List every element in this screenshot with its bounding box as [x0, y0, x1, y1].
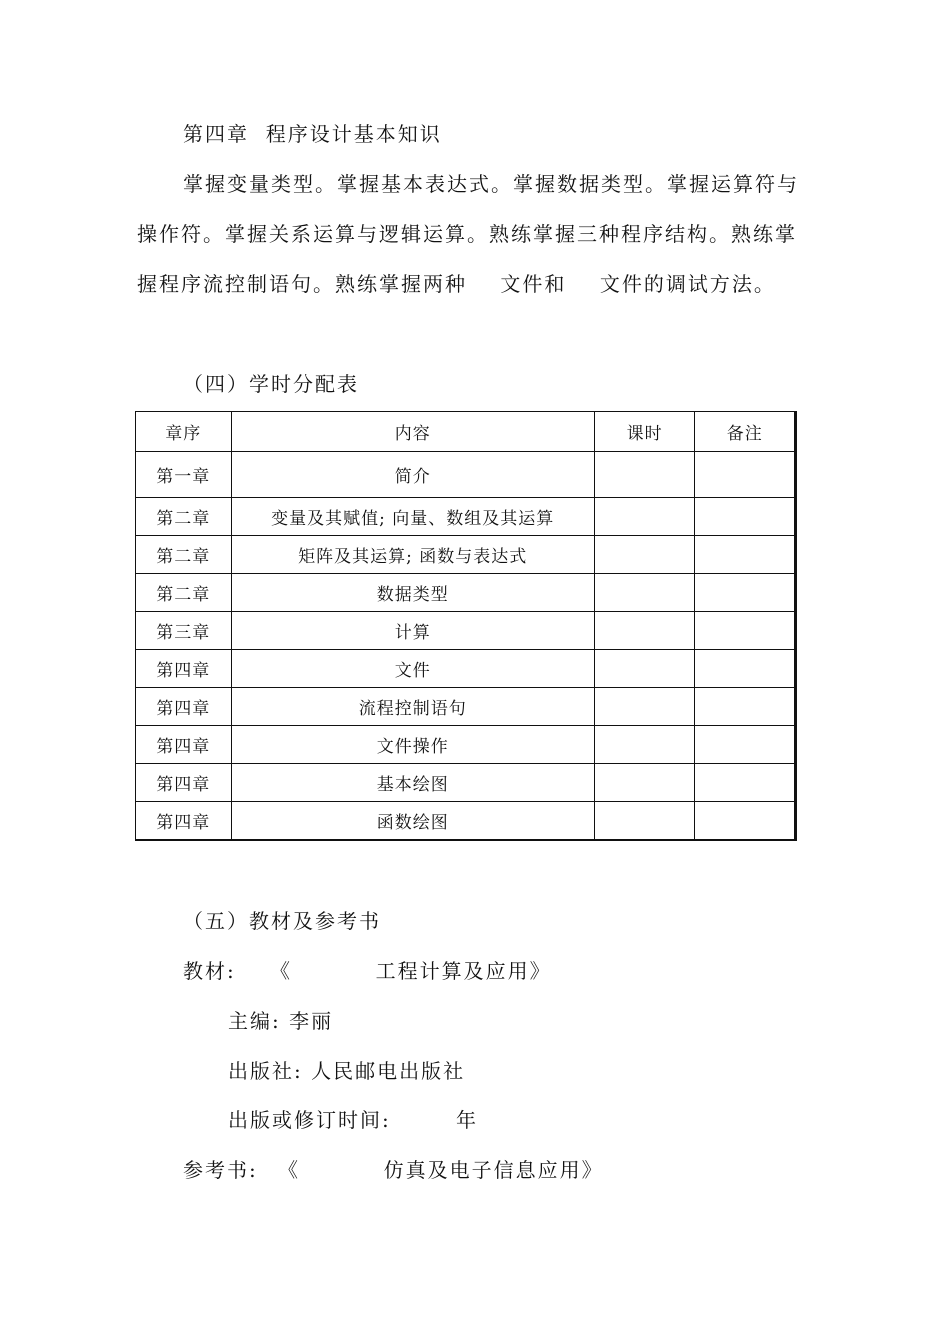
cell-hours [594, 726, 695, 764]
table-header-row [136, 412, 796, 452]
cell-hours [594, 574, 695, 612]
table-row [136, 764, 796, 802]
cell-content: 变量及其赋值; 向量、数组及其运算 [231, 498, 594, 536]
cell-content: 文件操作 [231, 726, 594, 764]
section-4-title: （四）学时分配表 [183, 372, 359, 396]
cell-notes [695, 452, 796, 498]
cell-notes [695, 574, 796, 612]
cell-hours [594, 688, 695, 726]
cell-content: 函数绘图 [231, 802, 594, 841]
cell-content: 基本绘图 [231, 764, 594, 802]
cell-content: 计算 [231, 612, 594, 650]
publication-time-label: 出版或修订时间: [228, 1108, 391, 1132]
cell-chapter: 第四章 [136, 688, 232, 726]
cell-notes [695, 802, 796, 841]
cell-chapter: 第二章 [136, 574, 232, 612]
cell-chapter: 第三章 [136, 612, 232, 650]
cell-notes [695, 498, 796, 536]
table-row [136, 612, 796, 650]
table-row [136, 726, 796, 764]
cell-hours [594, 452, 695, 498]
chapter-paragraph-line-3: 握程序流控制语句。熟练掌握两种 文件和 文件的调试方法。 [137, 272, 776, 296]
cell-hours [594, 764, 695, 802]
publication-year: 年 [456, 1108, 478, 1132]
cell-chapter: 第四章 [136, 802, 232, 841]
table-row [136, 650, 796, 688]
reference-title: 《 仿真及电子信息应用》 [278, 1158, 604, 1182]
cell-content: 矩阵及其运算; 函数与表达式 [231, 536, 594, 574]
chapter-paragraph-line-1: 掌握变量类型。掌握基本表达式。掌握数据类型。掌握运算符与 [183, 172, 799, 196]
cell-content: 数据类型 [231, 574, 594, 612]
publisher-line: 出版社: 人民邮电出版社 [228, 1059, 466, 1083]
header-notes: 备注 [695, 412, 796, 452]
cell-chapter: 第四章 [136, 650, 232, 688]
table-row [136, 688, 796, 726]
table-row [136, 452, 796, 498]
cell-chapter: 第一章 [136, 452, 232, 498]
table-row [136, 802, 796, 841]
cell-notes [695, 688, 796, 726]
header-content: 内容 [231, 412, 594, 452]
cell-chapter: 第二章 [136, 536, 232, 574]
cell-notes [695, 650, 796, 688]
textbook-label: 教材: [183, 959, 236, 983]
cell-notes [695, 726, 796, 764]
chapter-heading: 第四章 程序设计基本知识 [183, 122, 442, 146]
cell-hours [594, 802, 695, 841]
cell-content: 简介 [231, 452, 594, 498]
cell-hours [594, 612, 695, 650]
cell-content: 文件 [231, 650, 594, 688]
chapter-paragraph-line-2: 操作符。掌握关系运算与逻辑运算。熟练掌握三种程序结构。熟练掌 [137, 222, 797, 246]
table-row [136, 498, 796, 536]
reference-label: 参考书: [183, 1158, 258, 1182]
header-hours: 课时 [594, 412, 695, 452]
textbook-title: 《 工程计算及应用》 [270, 959, 552, 983]
section-5-title: （五）教材及参考书 [183, 909, 381, 933]
header-chapter: 章序 [136, 412, 232, 452]
cell-chapter: 第四章 [136, 726, 232, 764]
table-row [136, 574, 796, 612]
cell-hours [594, 498, 695, 536]
hour-allocation-table [135, 411, 797, 841]
editor-line: 主编: 李丽 [228, 1009, 334, 1033]
cell-hours [594, 536, 695, 574]
cell-notes [695, 764, 796, 802]
cell-notes [695, 536, 796, 574]
cell-content: 流程控制语句 [231, 688, 594, 726]
cell-chapter: 第四章 [136, 764, 232, 802]
cell-hours [594, 650, 695, 688]
table-row [136, 536, 796, 574]
cell-notes [695, 612, 796, 650]
cell-chapter: 第二章 [136, 498, 232, 536]
